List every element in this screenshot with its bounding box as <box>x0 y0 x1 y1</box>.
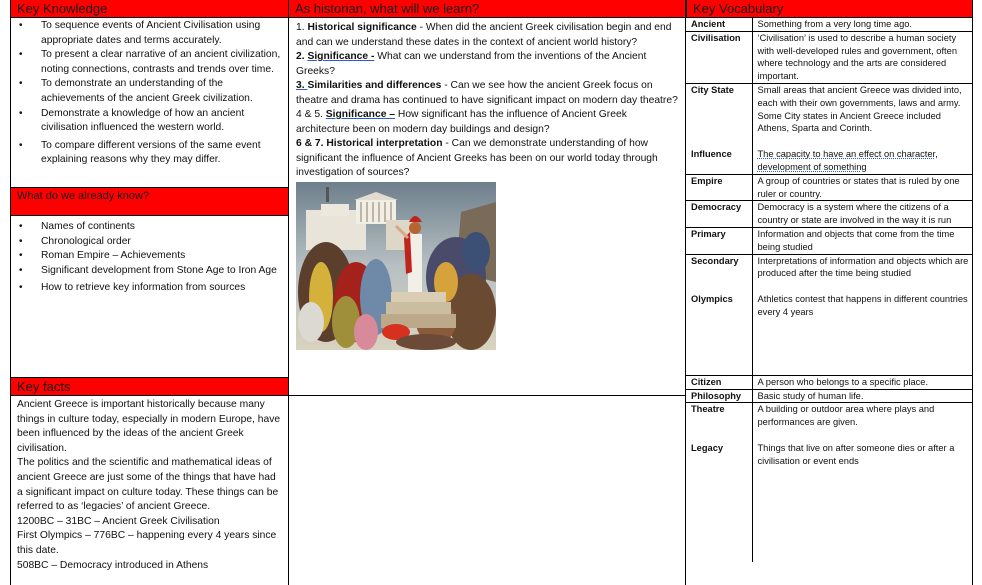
question-text: What can we understand from the inventions of the Ancient Greeks? <box>296 51 647 77</box>
vocab-definition: ‘Civilisation’ is used to describe a human society with well-developed rules and government, often where technology and the arts are considered important. <box>752 31 972 83</box>
question-focus: Historical significance <box>307 22 417 33</box>
middle-column <box>289 0 686 585</box>
definition-line: Some City states in Ancient Greece included Athens, Sparta and Corinth. <box>757 110 941 134</box>
vocab-term: Olympics <box>686 293 752 375</box>
vocab-row <box>686 389 972 403</box>
question-focus: Historical interpretation <box>326 138 443 149</box>
already-know-section <box>11 216 288 378</box>
vocabulary-table <box>686 18 972 562</box>
vocab-term: Democracy <box>686 201 752 228</box>
list-item: • Chronological order <box>11 235 288 250</box>
question-focus: Similarities and differences <box>307 80 442 91</box>
learning-question <box>296 137 679 181</box>
vocab-definition <box>752 148 972 174</box>
vocab-row <box>686 201 972 228</box>
vocab-term: Civilisation <box>686 31 752 83</box>
list-item: • Roman Empire – Achievements <box>11 249 288 264</box>
key-knowledge-header: Key Knowledge <box>11 0 288 18</box>
key-vocabulary-header: Key Vocabulary <box>686 0 972 18</box>
list-item: • To compare different versions of the same event explaining reasons why they may differ. <box>11 139 288 168</box>
vocab-term: Secondary <box>686 254 752 293</box>
definition-line: Small areas that ancient Greece was divided into, each with their own governments, laws and army. <box>757 84 962 108</box>
definition-line: The capacity to have an effect on character, development of something <box>757 149 938 172</box>
learning-question <box>296 108 679 137</box>
vocab-definition: Things that live on after someone dies or after a civilisation or event ends <box>757 442 955 466</box>
vocab-term: Legacy <box>686 442 752 562</box>
vocab-definition <box>752 293 972 375</box>
key-fact-paragraph: The politics and the scientific and mathematical ideas of ancient Greece are just some of the things that have had a significant impact on culture today. These things can be referred to as ‘legacies’ of ancient Greece. <box>17 457 279 513</box>
key-knowledge-list <box>11 19 288 168</box>
question-separator: - <box>416 22 426 33</box>
question-separator: - <box>442 138 452 149</box>
left-column <box>10 0 289 585</box>
key-facts-section <box>11 396 288 573</box>
vocab-definition <box>752 83 972 148</box>
key-fact-paragraph: 1200BC – 31BC – Ancient Greek Civilisation <box>17 515 220 527</box>
vocab-definition: Something from a very long time ago. <box>752 18 972 31</box>
list-item: • Names of continents <box>11 220 288 235</box>
question-text: When did the ancient Greek civilisation begin and end and can we understand these dates in the context of ancient world history? <box>296 22 672 48</box>
vocab-definition: A person who belongs to a specific place. <box>752 375 972 389</box>
list-item: • Demonstrate a knowledge of how an ancient civilisation influenced the western world. <box>11 107 288 136</box>
vocab-row <box>686 254 972 293</box>
question-focus: Significance – <box>325 109 396 120</box>
vocab-term: Influence <box>686 148 752 174</box>
vocab-term: Primary <box>686 227 752 254</box>
list-item: • To demonstrate an understanding of the achievements of the ancient Greek civilization. <box>11 77 288 106</box>
already-know-header: What do we already know? <box>11 188 288 216</box>
vocab-row <box>686 174 972 201</box>
question-separator: - <box>441 80 451 91</box>
learn-header: As historian, what will we learn? <box>289 0 685 18</box>
painting-steps <box>381 292 456 328</box>
painting-foreground <box>396 334 456 350</box>
list-item: • To present a clear narrative of an ancient civilization, noting connections, contrasts and trends over time. <box>11 48 288 77</box>
pericles-painting-image <box>296 182 496 350</box>
question-focus: Significance - <box>307 51 375 62</box>
definition-line: Athletics contest that happens in different countries every 4 years <box>757 294 968 317</box>
question-text: Can we see how the ancient Greek focus on theatre and drama has continued to have significant impact on modern day theatre? <box>296 80 678 106</box>
vocab-definition <box>752 403 972 442</box>
painting-bust <box>298 302 324 342</box>
definition-line: A building or outdoor area where plays and performances are given. <box>757 404 935 428</box>
vocab-definition <box>752 254 972 293</box>
vocab-row <box>686 403 972 442</box>
learning-questions-section <box>289 18 685 396</box>
question-number: 6 & 7. <box>296 138 327 149</box>
vocab-term: Theatre <box>686 403 752 442</box>
vocab-term: Philosophy <box>686 389 752 403</box>
list-item: • Significant development from Stone Age to Iron Age <box>11 264 288 279</box>
vocab-row <box>686 442 972 562</box>
vocab-definition: Democracy is a system where the citizens of a country or state are involved in the way it is run <box>752 201 972 228</box>
right-column <box>686 0 973 585</box>
vocab-definition: Basic study of human life. <box>752 389 972 403</box>
vocab-term: Empire <box>686 174 752 201</box>
vocab-row <box>686 148 972 174</box>
vocab-definition: A group of countries or states that is ruled by one ruler or country. <box>752 174 972 201</box>
key-fact-paragraph: 508BC – Democracy introduced in Athens <box>17 559 209 571</box>
question-text: Can we demonstrate understanding of how significant the influence of Ancient Greeks has been on our world today through investigation of sources? <box>296 138 658 178</box>
already-know-list <box>11 220 288 296</box>
question-text: How significant has the influence of Ancient Greek architecture been on modern day buildings and design? <box>296 109 627 135</box>
vocab-row <box>686 83 972 148</box>
question-number: 3. <box>296 80 308 91</box>
question-number: 1. <box>296 22 308 33</box>
vocab-term: City State <box>686 83 752 148</box>
definition-line: Interpretations of information and objects which are produced after the time being studied <box>757 255 969 279</box>
vocab-term: Citizen <box>686 375 752 389</box>
vocab-row <box>686 375 972 389</box>
vocab-row <box>686 18 972 31</box>
list-item: • How to retrieve key information from sources <box>11 281 288 296</box>
question-number: 2. <box>296 51 308 62</box>
question-number: 4 & 5. <box>296 109 326 120</box>
vocab-term: Ancient <box>686 18 752 31</box>
vocab-row <box>686 31 972 83</box>
list-item: • To sequence events of Ancient Civilisation using appropriate dates and terms accurately. <box>11 19 288 48</box>
learning-question <box>296 50 679 79</box>
vocab-row <box>686 293 972 375</box>
vocab-row <box>686 227 972 254</box>
key-fact-paragraph: Ancient Greece is important historically because many things in culture today, especially in modern Europe, have been influenced by the ideas of the ancient Greek civilisation. <box>17 399 281 454</box>
key-fact-paragraph: First Olympics – 776BC – happening every 4 years since this date. <box>17 530 277 556</box>
learning-question <box>296 79 679 108</box>
learning-question <box>296 21 679 50</box>
vocab-definition: Information and objects that come from the time being studied <box>752 227 972 254</box>
key-knowledge-section <box>11 18 288 188</box>
key-facts-header: Key facts <box>11 378 288 396</box>
